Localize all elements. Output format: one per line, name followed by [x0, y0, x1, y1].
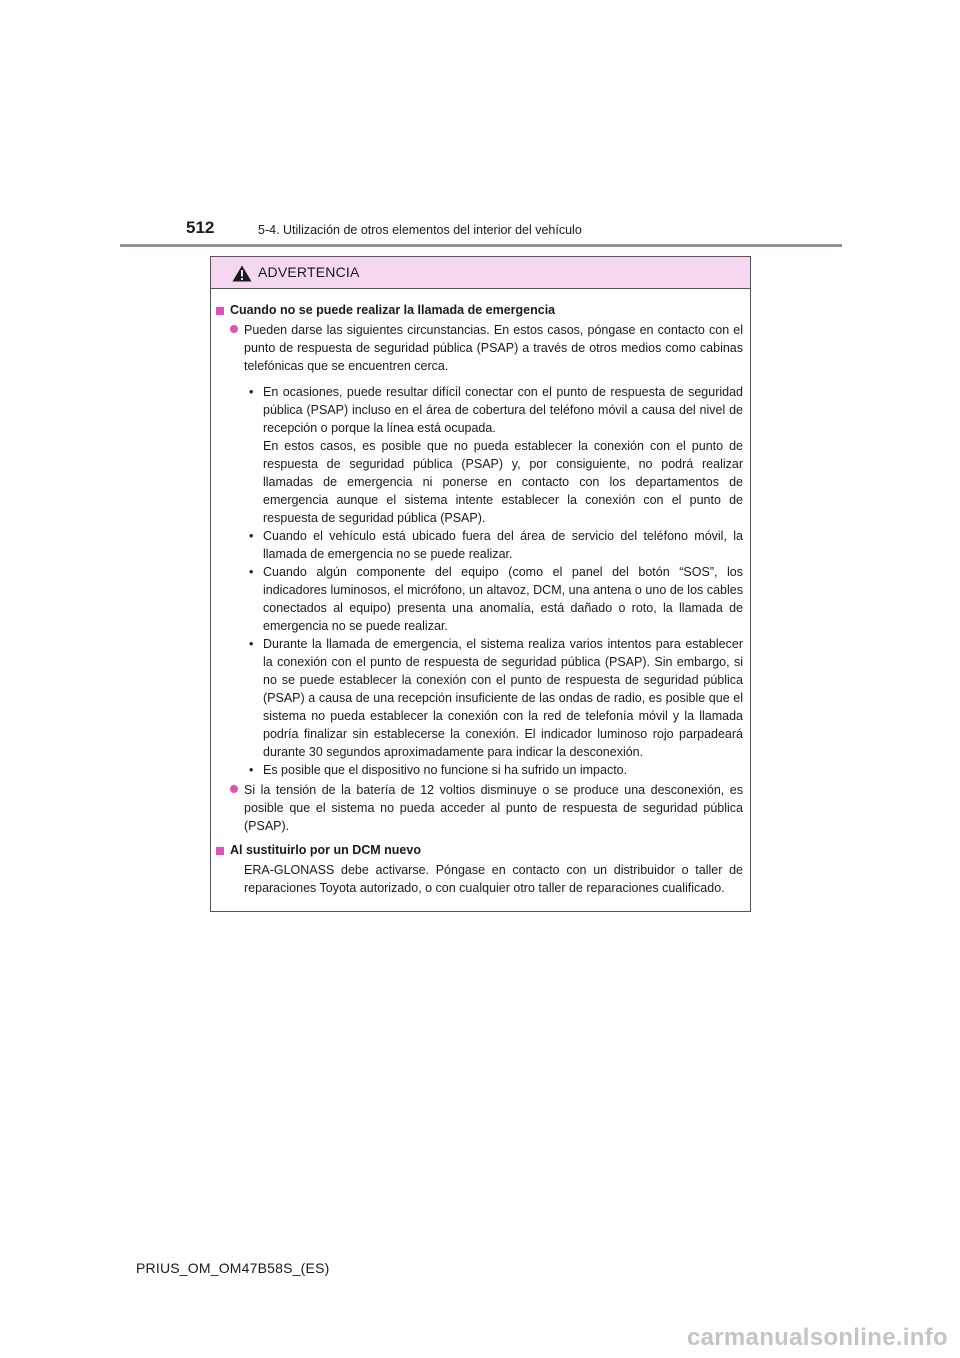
bullet-text: Durante la llamada de emergencia, el sistema realiza varios intentos para establecer la conexión con el punto de respuesta de seguridad pública (PSAP). Sin embargo, si no se puede establecer la conexión con el punto de respuesta de seguridad pública (PSAP) a causa de una recepción insuficiente de las ondas de radio, es posible que el sistema no pueda establecer la conexión con la red de telefonía móvil y la llamada podría finalizar sin establecerse la conexión. El indicador luminoso rojo parpadeará durante 30 segundos aproximadamente para indicar la desconexión. [263, 637, 743, 759]
document-code: PRIUS_OM_OM47B58S_(ES) [136, 1260, 330, 1276]
round-bullet-icon [230, 785, 238, 793]
list-item [216, 781, 743, 835]
item-text: Pueden darse las siguientes circunstancias. En estos casos, póngase en contacto con el punto de respuesta de seguridad pública (PSAP) a través de otros medios como cabinas telefónicas que se encuentren cerca. [244, 323, 743, 373]
header-rule [120, 244, 842, 247]
section-heading-emergency [216, 301, 743, 319]
bullet-item [249, 761, 743, 779]
bullet-list [216, 383, 743, 779]
bullet-marker: • [249, 637, 254, 651]
square-bullet-icon [216, 307, 224, 315]
warning-box [210, 256, 751, 912]
bullet-text: Es posible que el dispositivo no funcione si ha sufrido un impacto. [263, 763, 628, 777]
bullet-item [249, 527, 743, 563]
section-title: 5-4. Utilización de otros elementos del interior del vehículo [258, 223, 582, 237]
bullet-marker: • [249, 565, 254, 579]
bullet-marker: • [249, 763, 254, 777]
warning-body [211, 289, 750, 911]
bullet-extra-text: En estos casos, es posible que no pueda establecer la conexión con el punto de respuesta de seguridad pública (PSAP) y, por consiguiente, no podrá realizar llamadas de emergencia ni ponerse en contacto con los departamentos de emergencia aunque el sistema intente establecer la conexión con el punto de respuesta de seguridad pública (PSAP). [263, 439, 743, 525]
bullet-text: Cuando algún componente del equipo (como el panel del botón “SOS”, los indicadores luminosos, el micrófono, un altavoz, DCM, una antena o uno de los cables conectados al equipo) presenta una anomalía, está dañado o roto, la llamada de emergencia no se puede realizar. [263, 565, 743, 633]
item-text: Si la tensión de la batería de 12 voltios disminuye o se produce una desconexión, es posible que el sistema no pueda acceder al punto de respuesta de seguridad pública (PSAP). [244, 783, 743, 833]
bullet-item [249, 383, 743, 527]
bullet-marker: • [249, 529, 254, 543]
section-heading-text: Al sustituirlo por un DCM nuevo [230, 843, 421, 857]
section-heading-dcm [216, 841, 743, 859]
bullet-text: Cuando el vehículo está ubicado fuera del área de servicio del teléfono móvil, la llamada de emergencia no se puede realizar. [263, 529, 743, 561]
section-text: ERA-GLONASS debe activarse. Póngase en contacto con un distribuidor o taller de reparaciones Toyota autorizado, o con cualquier otro taller de reparaciones cualificado. [244, 863, 743, 895]
page-number: 512 [186, 218, 215, 237]
bullet-text: En ocasiones, puede resultar difícil conectar con el punto de respuesta de seguridad pública (PSAP) incluso en el área de cobertura del teléfono móvil a causa del nivel de recepción o porque la línea está ocupada. [263, 385, 743, 435]
watermark: carmanualsonline.info [686, 1324, 948, 1351]
round-bullet-icon [230, 325, 238, 333]
warning-header [211, 257, 750, 289]
square-bullet-icon [216, 847, 224, 855]
bullet-item [249, 563, 743, 635]
warning-title: ADVERTENCIA [258, 264, 360, 280]
warning-triangle-icon [232, 265, 252, 282]
bullet-marker: • [249, 385, 254, 399]
list-item [216, 321, 743, 375]
bullet-item [249, 635, 743, 761]
section-heading-text: Cuando no se puede realizar la llamada de emergencia [230, 303, 556, 317]
